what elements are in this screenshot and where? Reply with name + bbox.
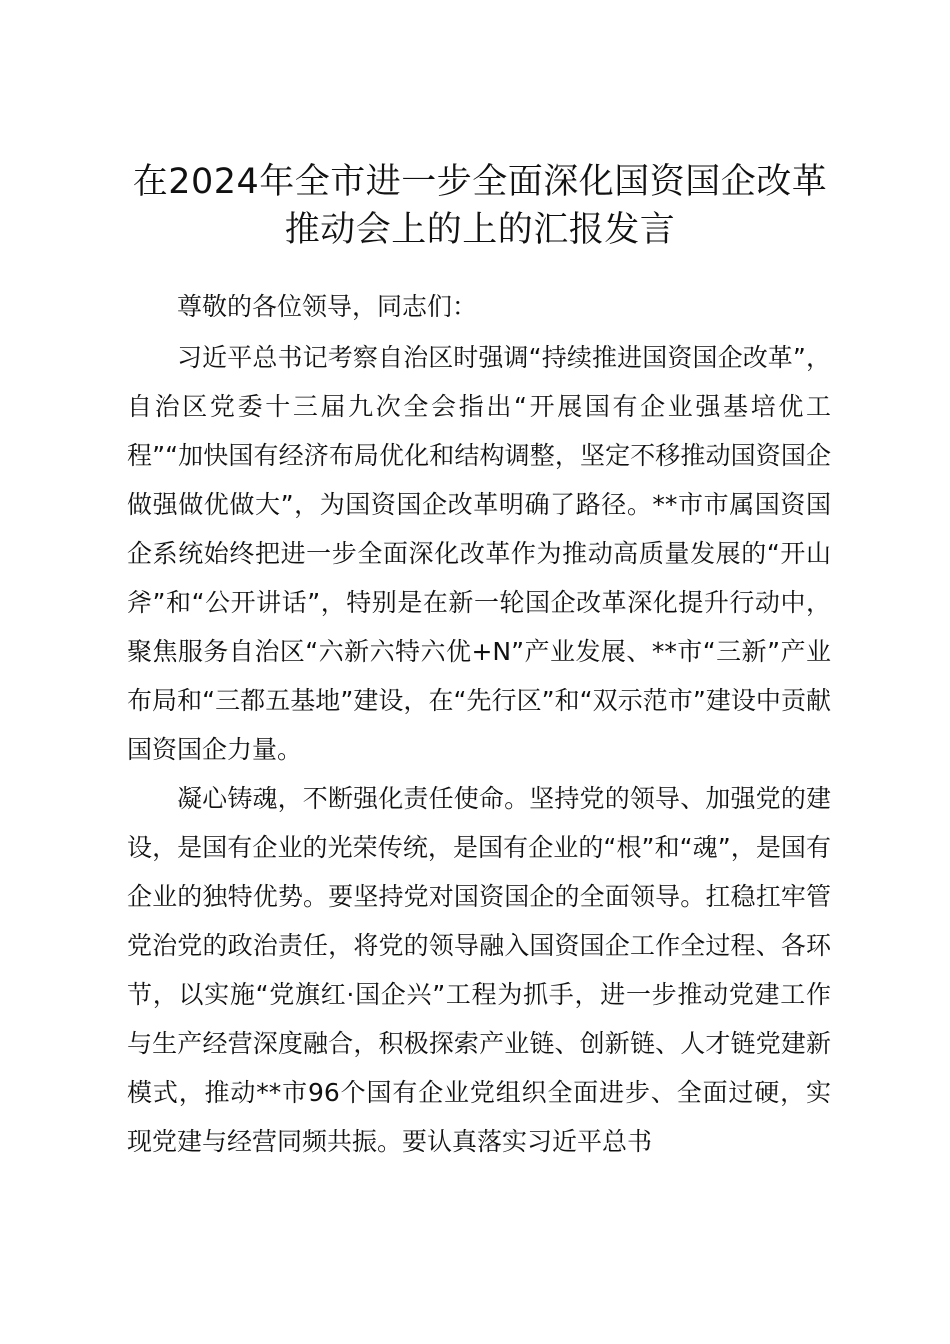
- salutation: 尊敬的各位领导，同志们：: [177, 292, 478, 321]
- paragraph-1: 习近平总书记考察自治区时强调“持续推进国资国企改革”，自治区党委十三届九次全会指出“开展国有企业强基培优工程”“加快国有经济布局优化和结构调整，坚定不移推动国资国企做强做优做大”，为国资国企改革明确了路径。**市市属国资国企系统始终把进一步全面深化改革作为推动高质量发展的“开山斧”和“公开讲话”，特别是在新一轮国企改革深化提升行动中，聚焦服务自治区“六新六特六优+N”产业发展、**市“三新”产业布局和“三都五基地”建设，在“先行区”和“双示范市”建设中贡献国资国企力量。: [127, 343, 831, 764]
- title-line-2: 推动会上的上的汇报发言: [284, 210, 676, 250]
- document-body: [127, 282, 831, 1166]
- document-title: [100, 158, 860, 254]
- paragraph-2: 凝心铸魂，不断强化责任使命。坚持党的领导、加强党的建设，是国有企业的光荣传统，是国有企业的“根”和“魂”，是国有企业的独特优势。要坚持党对国资国企的全面领导。扛稳扛牢管党治党的政治责任，将党的领导融入国资国企工作全过程、各环节，以实施“党旗红·国企兴”工程为抓手，进一步推动党建工作与生产经营深度融合，积极探索产业链、创新链、人才链党建新模式，推动**市96个国有企业党组织全面进步、全面过硬，实现党建与经营同频共振。要认真落实习近平总书: [127, 784, 831, 1156]
- title-line-1: 在2024年全市进一步全面深化国资国企改革: [132, 162, 828, 202]
